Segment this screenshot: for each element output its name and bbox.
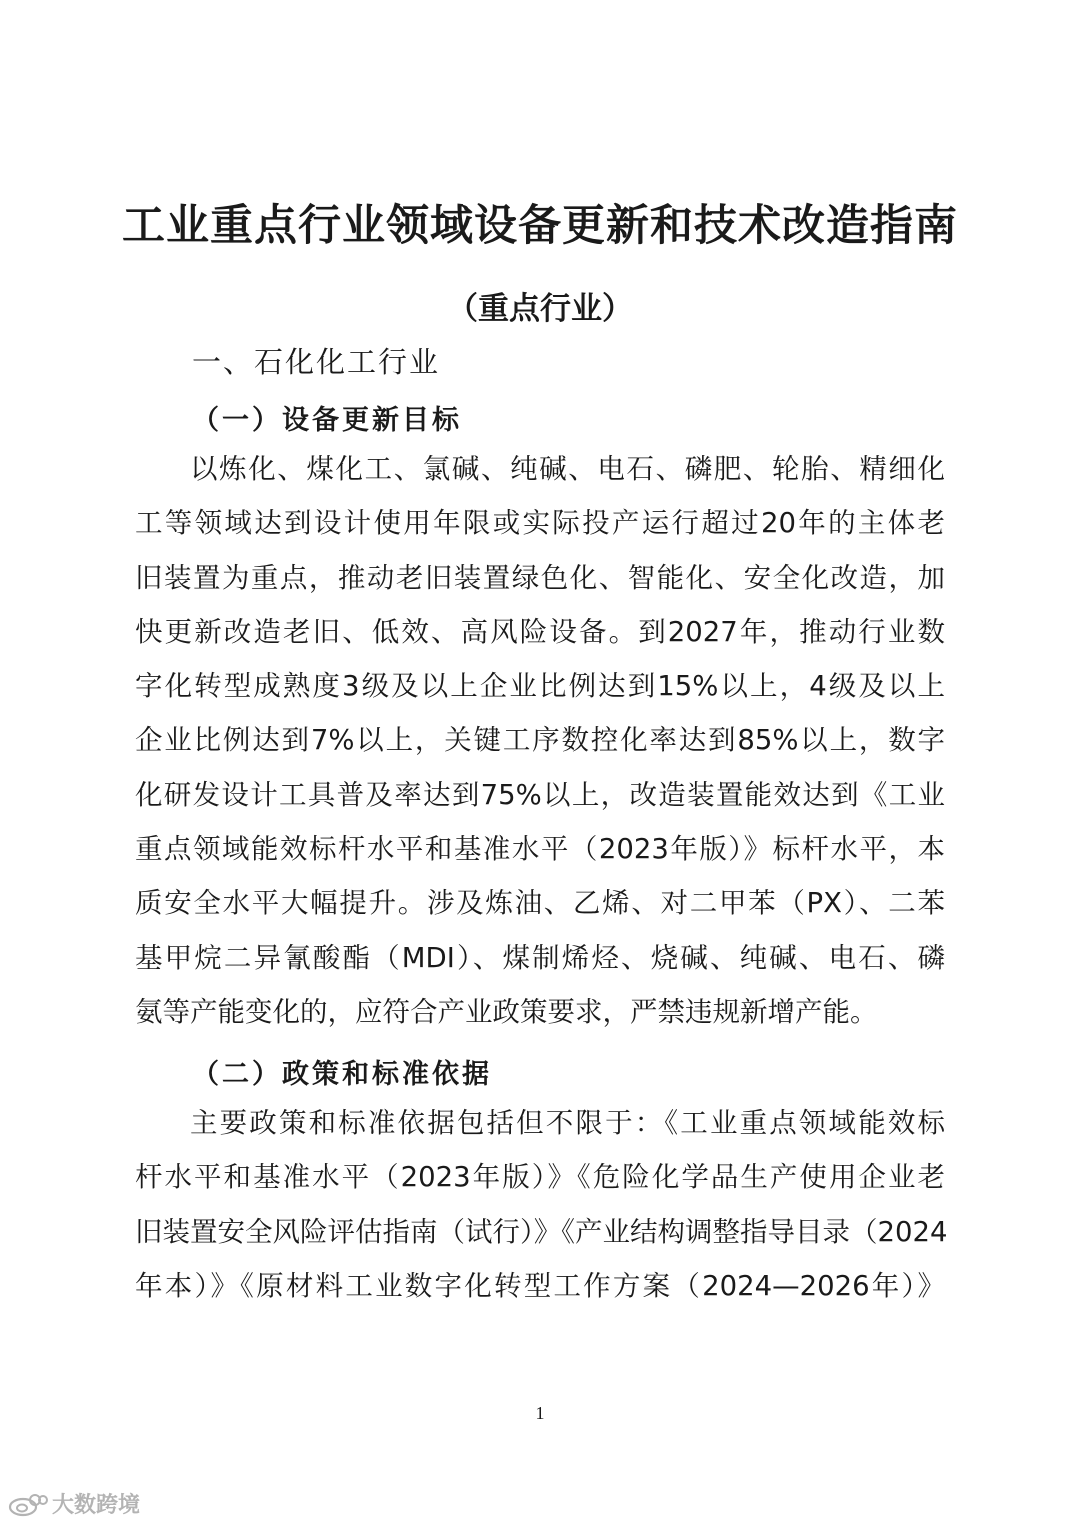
paragraph-line: 年本）》《原材料工业数字化转型工作方案（2024—2026年）》 xyxy=(135,1269,945,1302)
document-subtitle: （重点行业） xyxy=(447,291,633,327)
paragraph-line: 杆水平和基准水平（2023年版）》《危险化学品生产使用企业老 xyxy=(135,1161,945,1194)
subsection-heading-1: （一）设备更新目标 xyxy=(192,405,462,436)
subsection-heading-2: （二）政策和标准依据 xyxy=(192,1059,492,1090)
paragraph-line: 质安全水平大幅提升。涉及炼油、乙烯、对二甲苯（PX）、二苯 xyxy=(135,887,945,920)
section-heading: 一、石化化工行业 xyxy=(192,345,441,379)
page-number: 1 xyxy=(535,1403,545,1423)
paragraph-line: 氨等产能变化的，应符合产业政策要求，严禁违规新增产能。 xyxy=(135,995,878,1028)
paragraph-2 xyxy=(135,1096,948,1313)
paragraph-line: 旧装置安全风险评估指南（试行）》《产业结构调整指导目录（2024 xyxy=(135,1215,948,1248)
paragraph-line: 主要政策和标准依据包括但不限于：《工业重点领域能效标 xyxy=(190,1107,945,1139)
paragraph-line: 快更新改造老旧、低效、高风险设备。到2027年，推动行业数 xyxy=(135,615,945,648)
paragraph-line: 化研发设计工具普及率达到75%以上，改造装置能效达到《工业 xyxy=(135,778,945,811)
paragraph-line: 基甲烷二异氰酸酯（MDI）、煤制烯烃、烧碱、纯碱、电石、磷 xyxy=(135,941,945,974)
paragraph-1 xyxy=(135,442,945,1039)
weibo-logo-icon xyxy=(8,1491,48,1517)
watermark xyxy=(8,1488,140,1519)
paragraph-line: 旧装置为重点，推动老旧装置绿色化、智能化、安全化改造，加 xyxy=(135,561,945,594)
paragraph-line: 以炼化、煤化工、氯碱、纯碱、电石、磷肥、轮胎、精细化 xyxy=(190,453,945,485)
paragraph-line: 重点领域能效标杆水平和基准水平（2023年版）》标杆水平，本 xyxy=(135,833,945,866)
paragraph-line: 企业比例达到7%以上，关键工序数控化率达到85%以上，数字 xyxy=(135,724,945,757)
paragraph-line: 工等领域达到设计使用年限或实际投产运行超过20年的主体老 xyxy=(135,507,945,540)
document-title: 工业重点行业领域设备更新和技术改造指南 xyxy=(122,201,958,251)
paragraph-line: 字化转型成熟度3级及以上企业比例达到15%以上，4级及以上 xyxy=(135,670,945,703)
watermark-text: 大数跨境 xyxy=(52,1493,141,1518)
